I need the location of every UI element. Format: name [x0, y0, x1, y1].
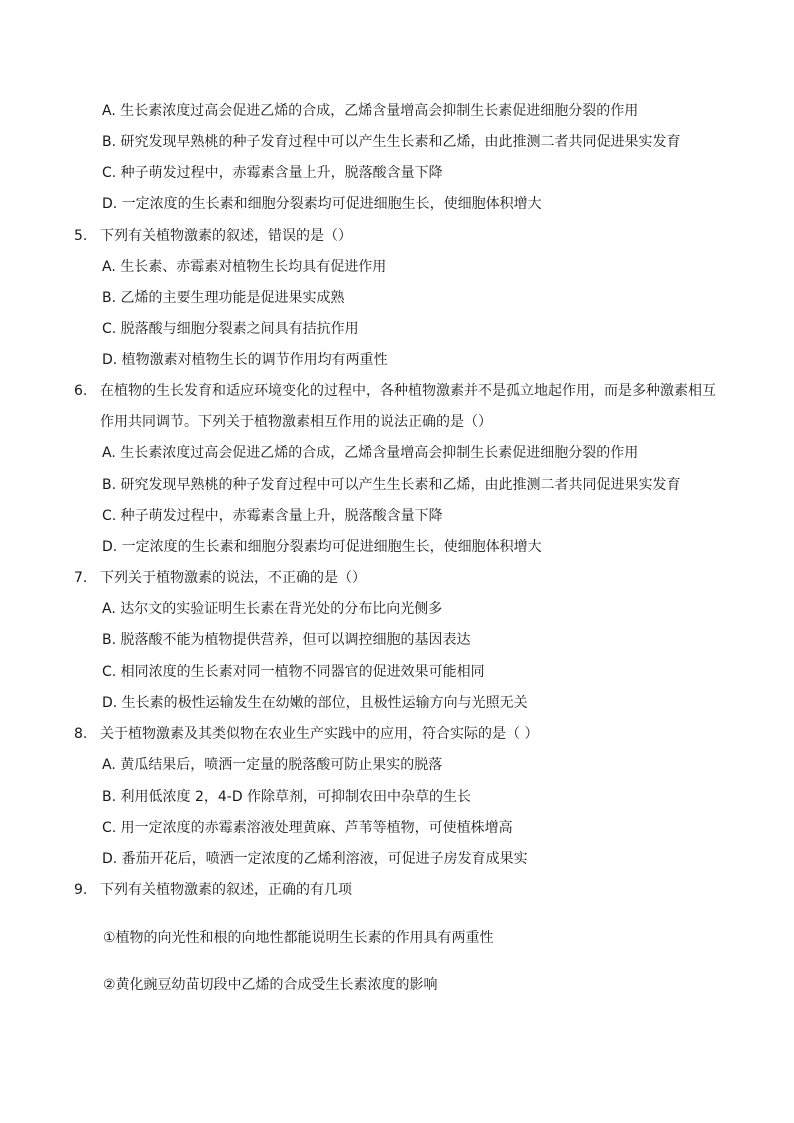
- q9-number: 9.: [74, 882, 88, 898]
- q4-option-c: C. 种子萌发过程中，赤霉素含量上升，脱落酸含量下降: [102, 165, 443, 181]
- q4-option-b: B. 研究发现早熟桃的种子发育过程中可以产生生长素和乙烯，由此推测二者共同促进果实发育: [102, 134, 681, 150]
- q5-option-a: A. 生长素、赤霉素对植物生长均具有促进作用: [102, 259, 387, 275]
- q7-option-b: B. 脱落酸不能为植物提供营养，但可以调控细胞的基因表达: [102, 632, 471, 648]
- q8-option-a: A. 黄瓜结果后，喷洒一定量的脱落酸可防止果实的脱落: [102, 757, 443, 773]
- q7-option-c: C. 相同浓度的生长素对同一植物不同器官的促进效果可能相同: [102, 664, 485, 680]
- q8-option-c: C. 用一定浓度的赤霉素溶液处理黄麻、芦苇等植物，可使植株增高: [102, 820, 513, 836]
- q5-option-c: C. 脱落酸与细胞分裂素之间具有拮抗作用: [102, 321, 359, 337]
- q6-option-d: D. 一定浓度的生长素和细胞分裂素均可促进细胞生长，使细胞体积增大: [102, 539, 542, 555]
- q8-option-d: D. 番茄开花后，喷洒一定浓度的乙烯利溶液，可促进子房发育成果实: [102, 851, 528, 867]
- q4-option-a: A. 生长素浓度过高会促进乙烯的合成，乙烯含量增高会抑制生长素促进细胞分裂的作用: [102, 103, 639, 119]
- q5-stem: 下列有关植物激素的叙述，错误的是（）: [100, 228, 352, 244]
- q8-stem: 关于植物激素及其类似物在农业生产实践中的应用，符合实际的是（ ）: [100, 726, 539, 742]
- q7-stem: 下列关于植物激素的说法，不正确的是（）: [100, 570, 366, 586]
- q5-option-d: D. 植物激素对植物生长的调节作用均有两重性: [102, 352, 388, 368]
- q6-option-c: C. 种子萌发过程中，赤霉素含量上升，脱落酸含量下降: [102, 508, 443, 524]
- q6-stem-line2: 作用共同调节。下列关于植物激素相互作用的说法正确的是（）: [100, 414, 492, 430]
- q9-statement-2: ②黄化豌豆幼苗切段中乙烯的合成受生长素浓度的影响: [103, 977, 438, 993]
- q6-option-a: A. 生长素浓度过高会促进乙烯的合成，乙烯含量增高会抑制生长素促进细胞分裂的作用: [102, 445, 639, 461]
- q6-number: 6.: [74, 383, 88, 399]
- q7-option-a: A. 达尔文的实验证明生长素在背光处的分布比向光侧多: [102, 601, 443, 617]
- q9-stem: 下列有关植物激素的叙述，正确的有几项: [100, 882, 352, 898]
- q4-option-d: D. 一定浓度的生长素和细胞分裂素均可促进细胞生长，使细胞体积增大: [102, 196, 542, 212]
- q5-number: 5.: [74, 228, 88, 244]
- q7-option-d: D. 生长素的极性运输发生在幼嫩的部位，且极性运输方向与光照无关: [102, 695, 528, 711]
- q5-option-b: B. 乙烯的主要生理功能是促进果实成熟: [102, 290, 345, 306]
- q7-number: 7.: [74, 570, 88, 586]
- q6-stem-line1: 在植物的生长发育和适应环境变化的过程中，各种植物激素并不是孤立地起作用，而是多种激素相互: [100, 383, 716, 399]
- q8-number: 8.: [74, 726, 88, 742]
- q9-statement-1: ①植物的向光性和根的向地性都能说明生长素的作用具有两重性: [103, 930, 494, 946]
- q6-option-b: B. 研究发现早熟桃的种子发育过程中可以产生生长素和乙烯，由此推测二者共同促进果实发育: [102, 477, 681, 493]
- q8-option-b: B. 利用低浓度 2，4-D 作除草剂，可抑制农田中杂草的生长: [102, 789, 472, 805]
